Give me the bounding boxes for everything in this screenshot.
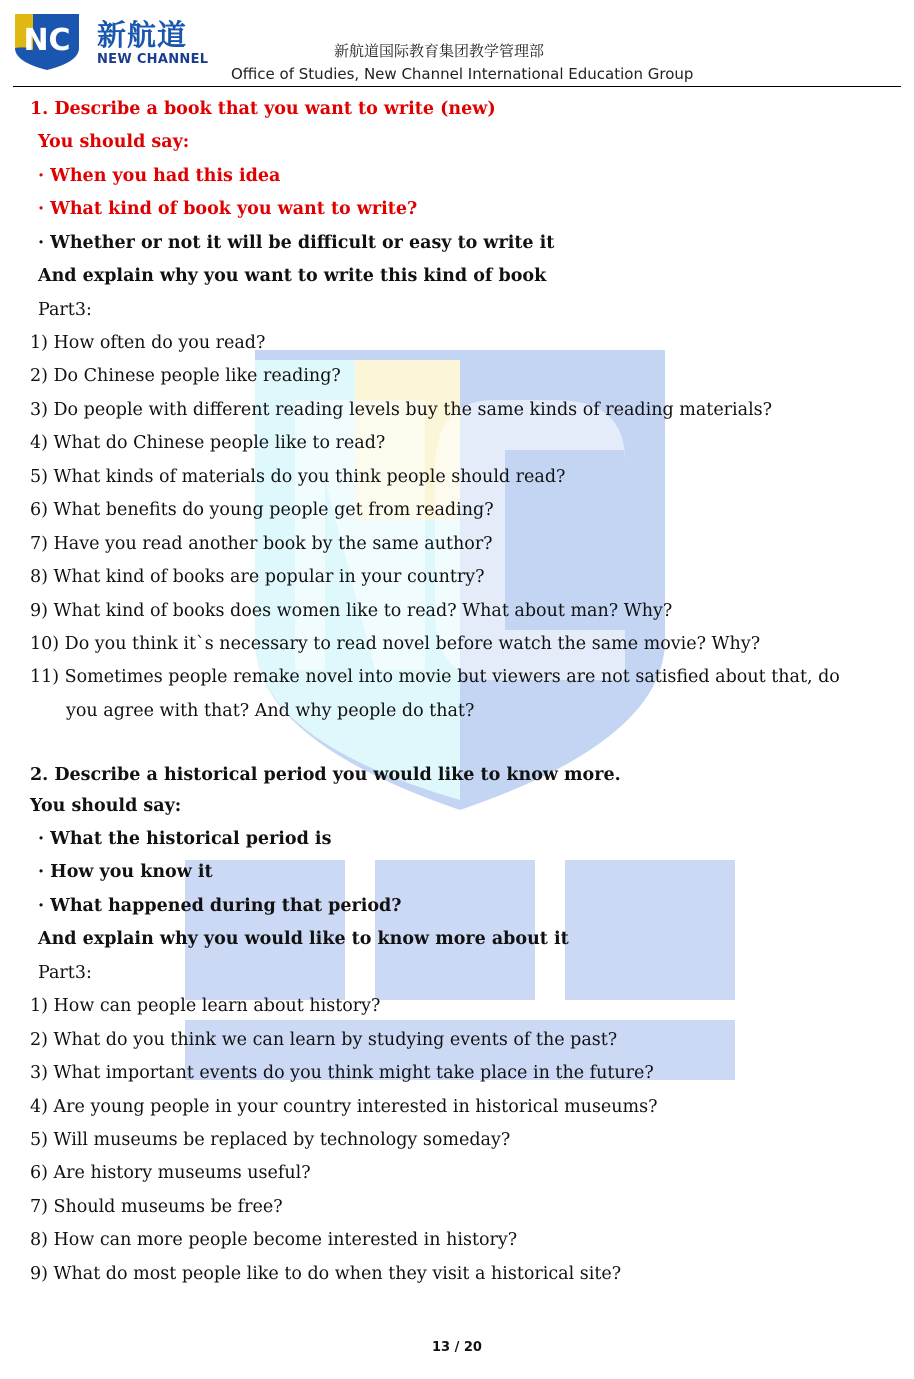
section1-question: 7) Have you read another book by the same author? [30,534,493,554]
section2-bullet-3: · What happened during that period? [38,896,402,916]
section2-title: 2. Describe a historical period you would like to know more. [30,765,621,785]
section1-bullet-2: · What kind of book you want to write? [38,199,418,219]
section1-question-continued: you agree with that? And why people do that? [66,701,475,721]
section2-should-say: You should say: [30,796,182,816]
page-header [0,0,914,90]
logo-english-name: NEW CHANNEL [97,52,209,67]
section2-question: 1) How can people learn about history? [30,996,381,1016]
section1-question: 8) What kind of books are popular in your country? [30,567,485,587]
header-divider [13,86,901,87]
organization-english: Office of Studies, New Channel International Education Group [231,65,694,83]
section1-question: 6) What benefits do young people get from reading? [30,500,494,520]
nc-shield-icon [13,10,83,72]
section2-question: 5) Will museums be replaced by technology someday? [30,1130,511,1150]
page-number: 13 / 20 [432,1340,482,1355]
section1-question: 3) Do people with different reading levels buy the same kinds of reading materials? [30,400,773,420]
section2-explain: And explain why you would like to know more about it [38,929,569,949]
section1-question: 10) Do you think it`s necessary to read novel before watch the same movie? Why? [30,634,761,654]
section1-bullet-1: · When you had this idea [38,166,281,186]
section2-part3-label: Part3: [38,963,92,983]
section1-question: 4) What do Chinese people like to read? [30,433,386,453]
organization-chinese: 新航道国际教育集团教学管理部 [334,42,545,60]
logo-chinese-name: 新航道 [97,18,188,52]
section2-question: 2) What do you think we can learn by studying events of the past? [30,1030,618,1050]
section1-question: 11) Sometimes people remake novel into movie but viewers are not satisfied about that, do [30,667,840,687]
section1-bullet-3: · Whether or not it will be difficult or easy to write it [38,233,555,253]
section1-title: 1. Describe a book that you want to write (new) [30,99,496,119]
section1-explain: And explain why you want to write this kind of book [38,266,547,286]
section2-question: 9) What do most people like to do when they visit a historical site? [30,1264,622,1284]
section2-question: 6) Are history museums useful? [30,1163,311,1183]
section1-question: 1) How often do you read? [30,333,266,353]
section2-question: 8) How can more people become interested in history? [30,1230,518,1250]
section1-should-say: You should say: [38,132,190,152]
new-channel-logo [13,10,213,72]
section2-question: 3) What important events do you think might take place in the future? [30,1063,654,1083]
section1-question: 5) What kinds of materials do you think people should read? [30,467,566,487]
section2-bullet-2: · How you know it [38,862,213,882]
section1-question: 9) What kind of books does women like to read? What about man? Why? [30,601,673,621]
section1-part3-label: Part3: [38,300,92,320]
section1-question: 2) Do Chinese people like reading? [30,366,341,386]
section2-question: 7) Should museums be free? [30,1197,283,1217]
section2-question: 4) Are young people in your country interested in historical museums? [30,1097,658,1117]
logo-letters: NC [23,23,71,58]
section2-bullet-1: · What the historical period is [38,829,332,849]
